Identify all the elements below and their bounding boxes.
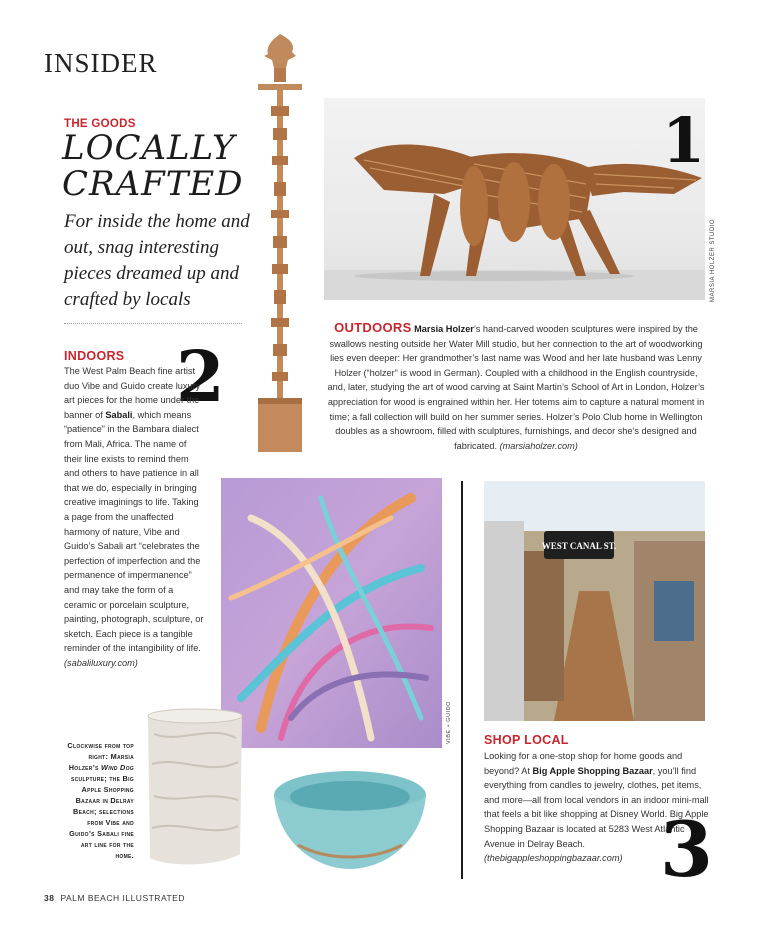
ceramic-bowl-image (268, 765, 432, 877)
number-2: 2 (176, 335, 225, 418)
divider (64, 323, 242, 324)
caption-intro: Clockwise from top right: Marsia Holzer’s (67, 741, 134, 772)
photo-credit: MARSIA HOLZER STUDIO (710, 218, 716, 302)
indoors-body-intro: The West Palm Beach fine artist duo Vibe and Guido create luxury art pieces for the home under the banner of (64, 366, 201, 420)
abstract-painting-photo (221, 478, 442, 748)
column-rule (461, 481, 463, 879)
caption-work-title: Wind Dog (101, 763, 134, 772)
publication-name: PALM BEACH ILLUSTRATED (60, 893, 185, 903)
page-footer (44, 893, 185, 903)
shop-local-heading: SHOP LOCAL (484, 733, 569, 747)
shop-local-body: , you’ll find everything from candles to jewelry, clothes, pet items, and more—all from local vendors in an indoor mini-mall that feels a bit like shopping at Disney World. Big Apple Shopping Bazaar is located at 5283 West Atlantic Avenue in Delray Beach. (484, 765, 709, 849)
dek: For inside the home and out, snag interesting pieces dreamed up and crafted by locals (64, 211, 250, 310)
caption-rest: sculpture; the Big Apple Shopping Bazaar in Delray Beach; selections from Vibe and Guido’s Sabali fine art line for the home. (69, 774, 134, 860)
indoors-article (64, 364, 204, 670)
headline: LOCALLY CRAFTED (62, 128, 244, 204)
outdoors-body: ’s hand-carved wooden sculptures were inspired by the swallows nesting outside her Water Mill studio, but her connection to the art of woodworking lies even deeper: Her grandmother’s last name was Wood and her late husband was Lenny Holzer (“holzer” is wood in German). Coupled with a childhood in the English countryside, and, later, studying the art of wood carving at Saint Martin’s School of Art in London, Holzer’s appreciation for wood is engrained within her. Her totems aim to capture a natural moment in time; a fall collection will build on her summer series. Holzer’s Polo Club home in Wellington doubles as a showroom, filled with sculptures, furnishings, and decor she’s designed and fabricated. (327, 324, 705, 451)
indoors-heading: INDOORS (64, 349, 125, 363)
shopping-bazaar-photo (484, 481, 705, 721)
painting-credit: VIBE + GUIDO (446, 701, 452, 744)
kicker: THE GOODS (64, 118, 136, 130)
business-name: Big Apple Shopping Bazaar (532, 765, 653, 776)
brand-name: Sabali (105, 409, 133, 420)
indoors-url: (sabaliluxury.com) (64, 657, 138, 668)
street-sign: WEST CANAL ST. (541, 541, 617, 551)
totem-sculpture-image (256, 32, 304, 452)
page-number: 38 (44, 893, 55, 903)
wind-dog-sculpture-photo (324, 98, 705, 300)
ceramic-vase-image (140, 704, 250, 869)
photo-caption (64, 740, 134, 861)
number-1: 1 (662, 104, 706, 177)
outdoors-heading: OUTDOORS (334, 320, 412, 335)
outdoors-article (326, 321, 706, 453)
section-label: INSIDER (44, 48, 158, 78)
indoors-body: , which means “patience” in the Bambara dialect from Mali, Africa. The name of their line exists to remind them and others to have patience in all that we do, especially in bringing creative imaginings to life. Taking a page from the unaffected harmony of nature, Vibe and Guido’s Sabali art “celebrates the perfection of imperfection and the permanence of impermanence” and may take the form of a ceramic or porcelain sculpture, painting, photograph, sculpture, or sketch. Each piece is a tangible reminder of the intangibility of life. (64, 409, 204, 654)
number-3: 3 (660, 805, 713, 894)
outdoors-url: (marsiaholzer.com) (499, 440, 578, 451)
artist-name: Marsia Holzer (414, 324, 474, 334)
shop-local-body-intro: Looking for a one-stop shop for home goods and beyond? At (484, 751, 683, 776)
shop-local-url: (thebigappleshoppingbazaar.com) (484, 853, 623, 864)
